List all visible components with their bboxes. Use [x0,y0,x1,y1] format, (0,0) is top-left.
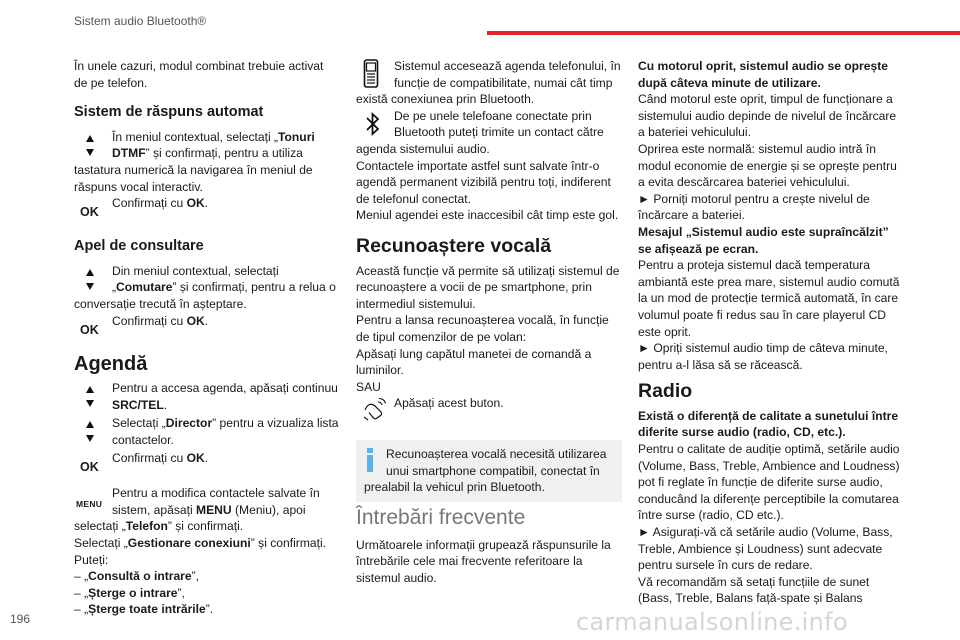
question-text: Cu motorul oprit, sistemul audio se oprește după câteva minute de utilizare. [638,59,888,90]
header-accent-bar [487,31,960,35]
ok-icon [74,313,110,346]
option-suffix: ”. [205,602,214,617]
section-heading-radio: Radio [638,380,693,403]
option-item [74,568,340,585]
step-text: (Meniu), apoi selectați „ [74,502,306,534]
step-confirm-ok [74,313,340,348]
step-bold: Telefon [125,519,168,534]
voice-paragraph: Apăsați lung capătul manetei de comandă a luminilor. [356,346,592,378]
bluetooth-note [356,108,622,158]
up-down-arrows-icon [74,129,110,162]
menu-icon [74,485,110,518]
step-director [74,415,340,450]
column-left [74,58,340,618]
step-comutare [74,263,340,313]
column-middle [356,58,622,586]
phone-note-text: Sistemul accesează agenda telefonului, în funcție de compatibilitate, numai cât timp există conexiunea prin Bluetooth. [356,59,621,107]
option-item [74,601,340,618]
faq-question [638,408,904,441]
step-bold: OK [186,196,205,211]
agenda-empty-paragraph: Meniul agendei este inaccesibil cât timp este gol. [356,208,619,223]
step-text: ” pentru a vizualiza lista contactelor. [112,416,339,447]
step-text: Confirmați cu [112,196,187,211]
up-down-arrows-icon [74,380,110,413]
step-bold: Tonuri DTMF [112,129,315,161]
up-down-arrows-icon [74,263,110,296]
option-item [74,585,340,602]
faq-answer: Când motorul este oprit, timpul de funcționare a sistemului audio depinde de nivelul de încărcare a bateriei vehiculului. [638,92,897,140]
step-confirm-ok [74,450,340,485]
voice-or: SAU [356,379,381,394]
step-text: Confirmați cu [112,451,187,466]
option-suffix: ”, [191,569,199,584]
step-text: . [204,451,209,466]
options-intro: Puteți: [74,552,109,567]
step-text: . [204,313,209,328]
intro-text: În unele cazuri, modul combinat trebuie activat de pe telefon. [74,59,324,90]
page-header-title: Sistem audio Bluetooth® [74,14,207,28]
phone-icon [356,58,392,91]
option-label: Șterge toate intrările [88,602,206,617]
option-prefix: – „ [74,569,89,584]
info-note [356,440,622,502]
step-text: Pentru a modifica contactele salvate în sistem, apăsați [112,486,320,517]
info-icon [364,446,382,476]
step-bold: MENU [196,502,232,517]
faq-answer: ► Asigurați-vă că setările audio (Volume, Bass, Treble, Ambience și Loudness) sunt adecvate pentru sursele în curs de redare. [638,525,893,573]
section-heading-faq: Întrebări frecvente [356,506,526,530]
question-text: Există o diferență de calitate a sunetului între diferite surse audio (radio, CD, etc.). [638,408,899,440]
info-note-text: Recunoașterea vocală necesită utilizarea unui smartphone compatibil, conectat în prealabil la vehicul prin Bluetooth. [364,447,607,495]
ok-icon [74,195,110,228]
faq-question [638,224,904,257]
step-tonuri-dtmf [74,129,340,195]
voice-button-step [356,395,622,430]
voice-command-icon [356,395,392,428]
faq-answer: Oprirea este normală: sistemul audio intră în modul economie de energie și se oprește pentru a evita descărcarea bateriei vehiculului. [638,141,897,190]
up-down-arrows-icon [74,415,110,448]
faq-answer: ► Opriți sistemul audio timp de câteva minute, pentru a-l lăsa să se răcească. [638,341,888,372]
step-text: În meniul contextual, selectați „ [112,129,279,144]
column-right [638,58,904,607]
faq-answer: Vă recomandăm să setați funcțiile de sunet (Bass, Treble, Balans față-spate și Balans [638,574,870,606]
step-text: . [204,196,209,211]
voice-paragraph: Această funcție vă permite să utilizați sistemul de recunoaștere a vocii de pe smartphone, prin intermediul sistemului. [356,263,620,311]
step-bold: SRC/TEL [112,397,164,412]
ok-icon-label: OK [80,460,99,475]
section-heading-consult: Apel de consultare [74,238,204,255]
section-heading-voice: Recunoaștere vocală [356,234,552,257]
step-text: Pentru a accesa agenda, apăsați continuu [112,381,338,396]
step-gestionare [74,535,340,552]
bluetooth-note-text: De pe unele telefoane conectate prin Bluetooth puteți trimite un contact către agenda sistemului audio. [356,108,604,156]
voice-button-text: Apăsați acest buton. [394,396,504,411]
step-confirm-ok [74,195,340,230]
step-text: . [163,397,168,412]
step-text: ” și confirmați. [167,519,244,534]
faq-answer: Pentru o calitate de audiție optimă, setările audio (Volume, Bass, Treble, Ambience and Loudness) pot fi reglate în funcție de diferite surse audio, conducând la diferențe perceptibile la comutarea între surse (radio, CD etc.). [638,442,900,523]
step-menu [74,485,340,535]
option-label: Consultă o intrare [88,569,192,584]
section-heading-agenda: Agendă [74,352,148,375]
step-text: Selectați „ [112,416,166,431]
menu-icon-label: MENU [76,499,103,510]
step-text: Selectați „ [74,535,128,550]
step-bold: Director [165,416,213,431]
faq-answer: Pentru a proteja sistemul dacă temperatura ambiantă este prea mare, sistemul audio comută la un mod de protecție termică automată, în care volumul poate fi redus sau în care playerul CD este oprit. [638,258,900,339]
option-prefix: – „ [74,585,89,600]
option-prefix: – „ [74,602,89,617]
ok-icon [74,450,110,483]
step-bold: OK [186,313,205,328]
step-text: Din meniul contextual, selectați „ [112,263,279,295]
step-text: ” și confirmați, pentru a utiliza tastatura numerică la navigarea în meniul de răspuns vocal interactiv. [74,146,313,194]
bluetooth-icon [356,108,392,141]
faq-answer: ► Porniți motorul pentru a crește nivelul de încărcare a bateriei. [638,191,870,223]
step-text: ” și confirmați, pentru a relua o conversație trecută în așteptare. [74,280,336,311]
voice-paragraph: Pentru a lansa recunoașterea vocală, în funcție de tipul comenzilor de pe volan: [356,313,609,344]
ok-icon-label: OK [80,322,99,337]
step-src-tel [74,380,340,415]
step-bold: Comutare [116,280,173,295]
faq-question [638,58,904,91]
step-bold: Gestionare conexiuni [127,535,251,550]
question-text: Mesajul „Sistemul audio este supraîncălzit” se afișează pe ecran. [638,224,889,256]
phone-note [356,58,622,108]
step-text: Confirmați cu [112,313,187,328]
ok-icon-label: OK [80,205,99,220]
option-suffix: ”, [177,585,185,600]
watermark: carmanualsonline.info [576,608,848,636]
contacts-paragraph: Contactele importate astfel sunt salvate într-o agendă permanent vizibilă pentru toți, indiferent de telefonul conectat. [356,158,611,206]
section-heading-auto-answer: Sistem de răspuns automat [74,104,264,121]
option-label: Șterge o intrare [88,585,178,600]
faq-intro: Următoarele informații grupează răspunsurile la întrebările cele mai frecvente referitoare la sistemul audio. [356,537,611,585]
page-number: 196 [10,612,31,626]
step-text: ” și confirmați. [250,535,327,550]
step-bold: OK [186,451,205,466]
